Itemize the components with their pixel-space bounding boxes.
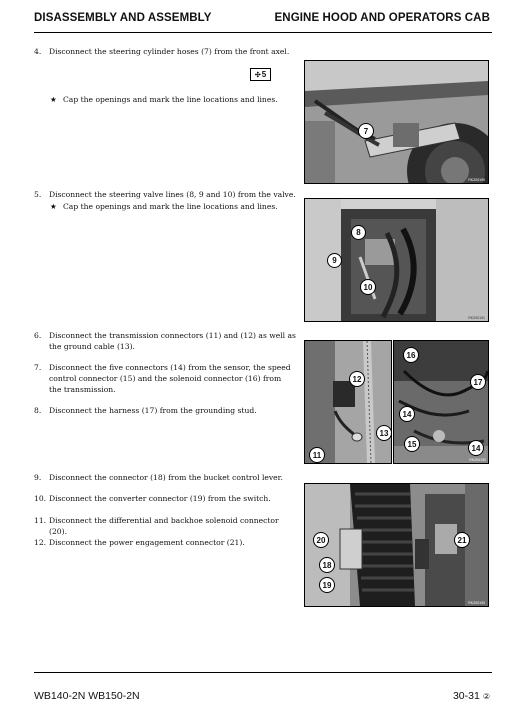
star-icon: ★ bbox=[50, 202, 57, 211]
step-11 bbox=[34, 515, 296, 537]
page-number bbox=[453, 690, 490, 702]
callout-9: 9 bbox=[327, 253, 342, 268]
step-text: Disconnect the transmission connectors (11) and (12) as well as the ground cable (13). bbox=[49, 331, 296, 351]
callout-14: 14 bbox=[399, 406, 415, 422]
callout-17: 17 bbox=[470, 374, 486, 390]
step-10 bbox=[34, 493, 296, 504]
torque-symbol-icon: ✣ bbox=[254, 71, 261, 79]
photo-code: RKZ00191 bbox=[468, 316, 485, 320]
section-title: DISASSEMBLY AND ASSEMBLY bbox=[34, 12, 212, 24]
step-text: Disconnect the five connectors (14) from the sensor, the speed control connector (15) and the solenoid connector (16) from the transmission. bbox=[49, 363, 291, 394]
step-8 bbox=[34, 405, 296, 416]
callout-10: 10 bbox=[360, 279, 376, 295]
callout-15: 15 bbox=[404, 436, 420, 452]
callout-20: 20 bbox=[313, 532, 329, 548]
photo-transmission-harness bbox=[393, 340, 489, 464]
step-5 bbox=[34, 189, 296, 200]
note-text: Cap the openings and mark the line locations and lines. bbox=[63, 202, 278, 211]
chapter-title: ENGINE HOOD AND OPERATORS CAB bbox=[274, 12, 490, 24]
header-rule bbox=[34, 32, 492, 33]
step-number: 12. bbox=[34, 538, 47, 547]
callout-12: 12 bbox=[349, 371, 365, 387]
photo-cab-connectors bbox=[304, 483, 489, 607]
callout-14-b: 14 bbox=[468, 440, 484, 456]
photo-code: RKZ00192 bbox=[469, 458, 486, 462]
step-number: 9. bbox=[34, 473, 42, 482]
callout-7: 7 bbox=[358, 123, 374, 139]
photo-transmission-connectors bbox=[304, 340, 392, 464]
note-text: Cap the openings and mark the line locations and lines. bbox=[63, 95, 278, 104]
step-text: Disconnect the steering cylinder hoses (7) from the front axel. bbox=[49, 47, 290, 56]
callout-16: 16 bbox=[403, 347, 419, 363]
note-cap-lines-2 bbox=[50, 201, 290, 212]
step-text: Disconnect the harness (17) from the grounding stud. bbox=[49, 406, 257, 415]
step-9 bbox=[34, 472, 296, 483]
step-number: 6. bbox=[34, 331, 42, 340]
step-12 bbox=[34, 537, 296, 548]
model-numbers: WB140-2N WB150-2N bbox=[34, 690, 140, 702]
photo-steering-valve bbox=[304, 198, 489, 322]
footer-rule bbox=[34, 672, 492, 673]
step-text: Disconnect the power engagement connector (21). bbox=[49, 538, 245, 547]
callout-8: 8 bbox=[351, 225, 366, 240]
step-4 bbox=[34, 46, 296, 57]
step-text: Disconnect the connector (18) from the bucket control lever. bbox=[49, 473, 283, 482]
step-text: Disconnect the steering valve lines (8, 9 and 10) from the valve. bbox=[49, 190, 296, 199]
callout-21: 21 bbox=[454, 532, 470, 548]
step-text: Disconnect the converter connector (19) from the switch. bbox=[49, 494, 271, 503]
revision-mark: ② bbox=[482, 692, 490, 701]
callout-11: 11 bbox=[309, 447, 325, 463]
callout-18: 18 bbox=[319, 557, 335, 573]
step-number: 8. bbox=[34, 406, 42, 415]
photo-steering-cylinder bbox=[304, 60, 489, 184]
photo-code: RKZ00193 bbox=[468, 601, 485, 605]
step-number: 5. bbox=[34, 190, 42, 199]
note-cap-lines-1 bbox=[50, 94, 290, 105]
step-number: 7. bbox=[34, 363, 42, 372]
step-number: 10. bbox=[34, 494, 47, 503]
page-number-text: 30-31 bbox=[452, 690, 480, 702]
star-icon: ★ bbox=[50, 95, 57, 104]
torque-value: 5 bbox=[261, 70, 267, 79]
step-6 bbox=[34, 330, 296, 352]
torque-badge bbox=[250, 68, 271, 81]
photo-code: RKZ00190 bbox=[468, 178, 485, 182]
step-number: 11. bbox=[34, 516, 47, 525]
step-number: 4. bbox=[34, 47, 42, 56]
callout-19: 19 bbox=[319, 577, 335, 593]
callout-13: 13 bbox=[376, 425, 392, 441]
step-7 bbox=[34, 362, 296, 395]
step-text: Disconnect the differential and backhoe solenoid connector (20). bbox=[49, 516, 279, 536]
